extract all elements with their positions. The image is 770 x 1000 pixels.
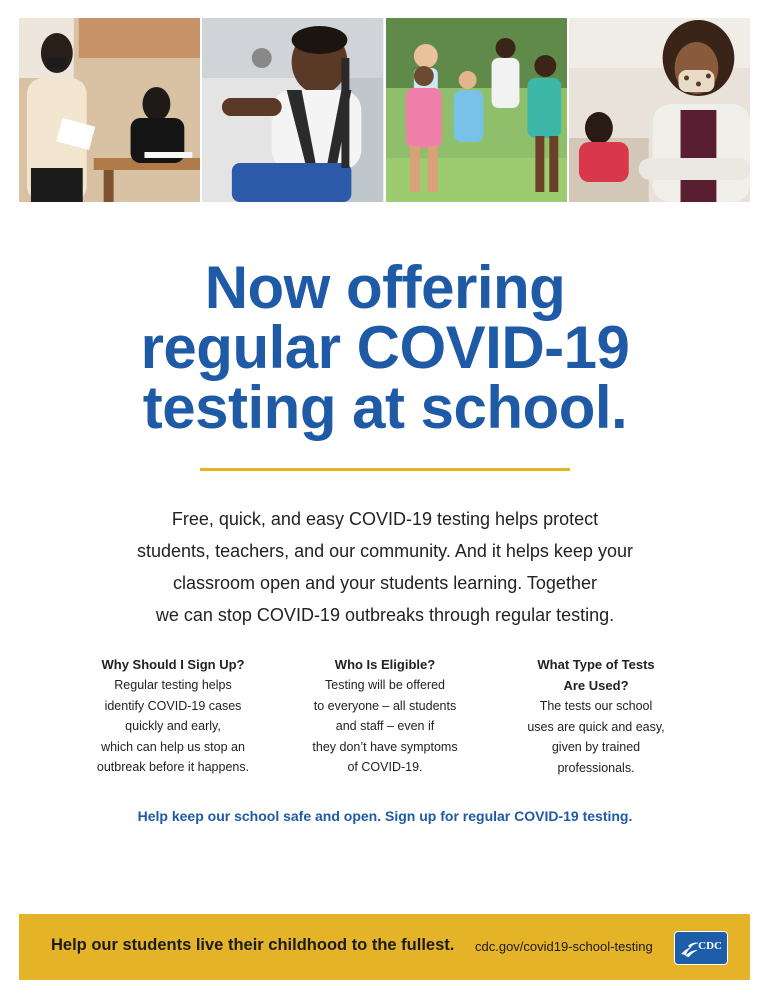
call-to-action: Help keep our school safe and open. Sign up for regular COVID-19 testing. (137, 808, 633, 824)
column-body-line: of COVID-19. (347, 760, 423, 775)
column-body-line: and staff – even if (335, 719, 435, 734)
intro-line-1: Free, quick, and easy COVID-19 testing helps protect (171, 509, 599, 529)
column-title-line: Are Used? (563, 678, 629, 693)
column-body-line: outbreak before it happens. (96, 760, 250, 775)
photo-strip (19, 18, 750, 202)
photo-children-running (386, 18, 567, 202)
column-title (280, 654, 490, 675)
intro-paragraph (80, 503, 690, 631)
column-title-line: Why Should I Sign Up? (101, 657, 245, 672)
column-body (280, 675, 490, 778)
headline-line-1: Now offering (204, 254, 566, 321)
headline (0, 254, 770, 441)
footer-url[interactable]: cdc.gov/covid19-school-testing (475, 939, 653, 954)
column-title (491, 654, 701, 696)
headline-line-2: regular COVID-19 (140, 314, 630, 381)
footer-tagline: Help our students live their childhood to the fullest. (51, 936, 455, 954)
column-body-line: professionals. (557, 760, 635, 775)
headline-line-3: testing at school. (142, 374, 628, 441)
cdc-eagle-logo-icon (674, 931, 728, 965)
column-body (491, 696, 701, 778)
cdc-logo-text: CDC (698, 940, 722, 952)
photo-teacher-with-student (19, 18, 200, 202)
column-title-line: What Type of Tests (537, 657, 655, 672)
column-body-line: Testing will be offered (325, 678, 445, 692)
info-column-test-types (491, 654, 701, 778)
column-body-line: The tests our school (539, 699, 653, 713)
footer-band (19, 914, 750, 980)
column-title (68, 654, 278, 675)
column-title-line: Who Is Eligible? (334, 657, 436, 672)
info-column-why-sign-up (68, 654, 278, 778)
column-body-line: they don’t have symptoms (312, 739, 458, 754)
photo-boy-in-wheelchair (202, 18, 383, 202)
gold-divider (200, 468, 570, 471)
intro-line-2: students, teachers, and our community. And it helps keep your (137, 541, 633, 561)
column-body-line: to everyone – all students (313, 698, 457, 713)
intro-line-4: we can stop COVID-19 outbreaks through regular testing. (155, 605, 615, 625)
column-body-line: given by trained (551, 740, 641, 755)
photo-teacher-masked (569, 18, 750, 202)
column-body-line: Regular testing helps (114, 678, 232, 692)
column-body-line: which can help us stop an (101, 739, 245, 754)
column-body-line: identify COVID-19 cases (104, 698, 242, 713)
column-body (68, 675, 278, 778)
column-body-line: uses are quick and easy, (527, 719, 665, 734)
intro-line-3: classroom open and your students learning. Together (173, 573, 597, 593)
info-column-who-eligible (280, 654, 490, 778)
column-body-line: quickly and early, (125, 719, 221, 734)
